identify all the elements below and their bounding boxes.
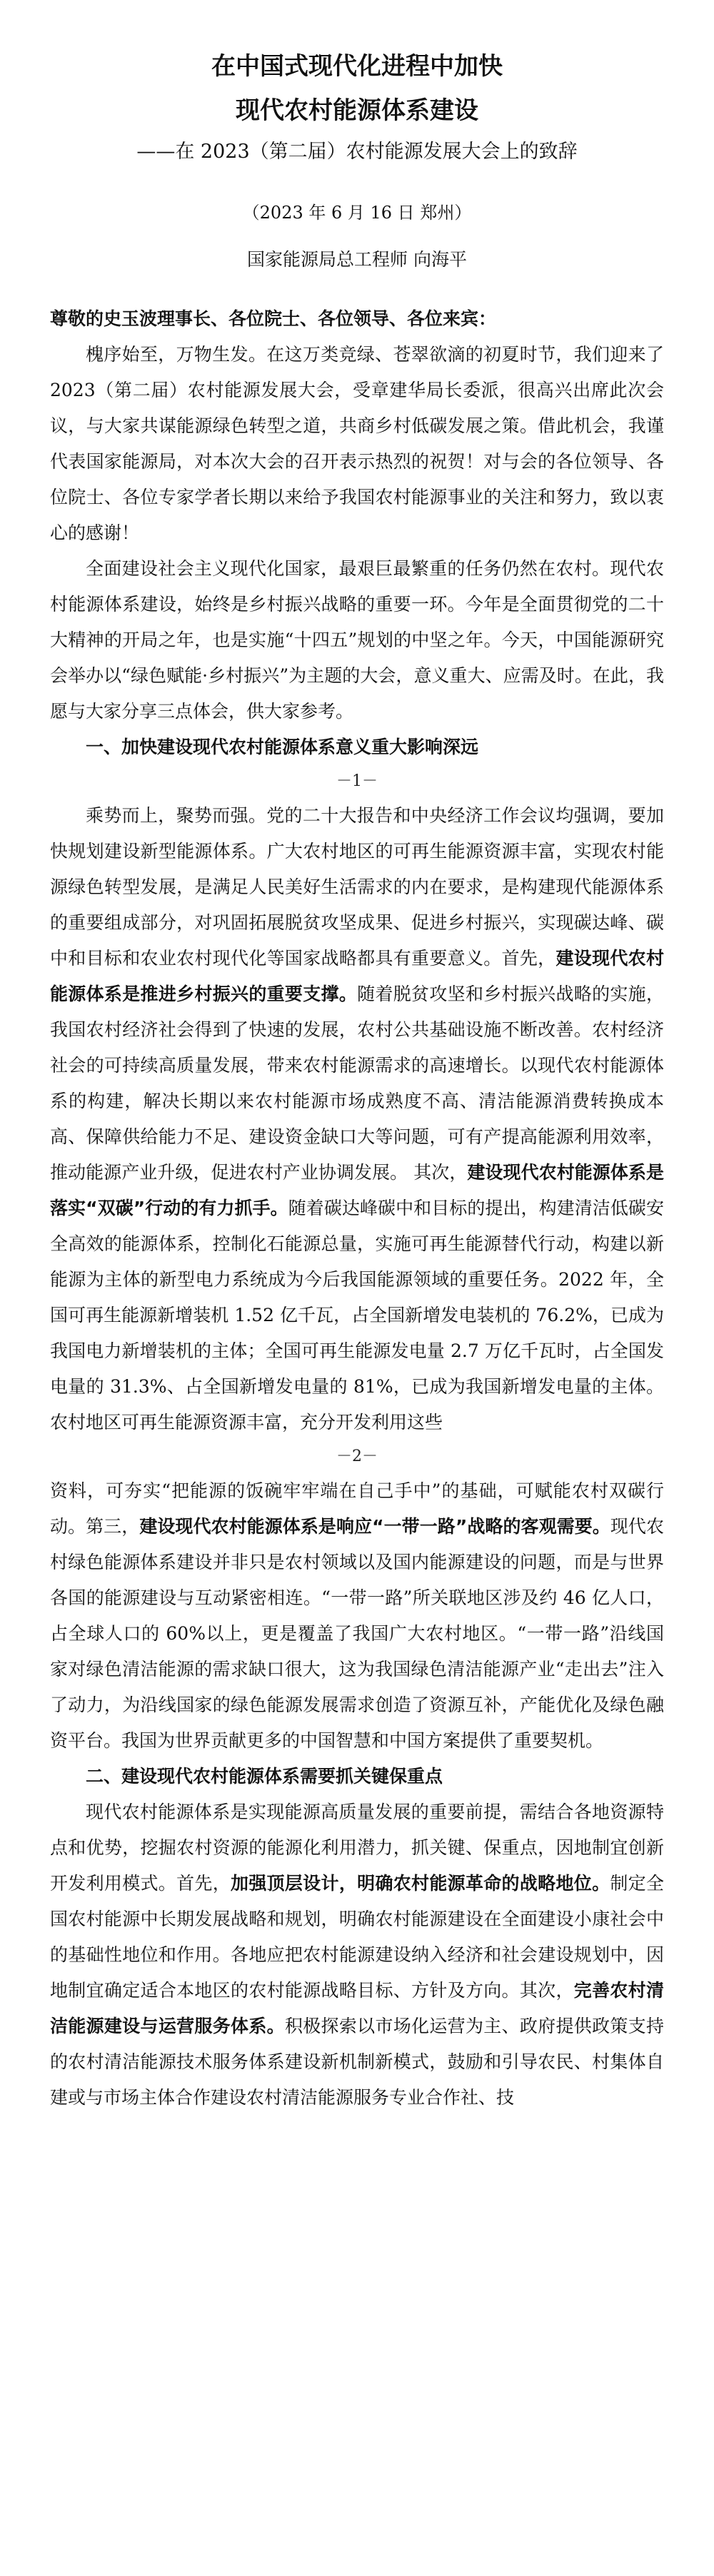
paragraph-3-text-a: 乘势而上，聚势而强。党的二十大报告和中央经济工作会议均强调，要加快规划建设新型能源体系。广大农村地区的可再生能源资源丰富，实现农村能源绿色转型发展，是满足人民美好生活需求的内在要求，是构建现代能源体系的重要组成部分，对巩固拓展脱贫攻坚成果、促进乡村振兴，实现碳达峰、碳中和目标和农业农村现代化等国家战略都具有重要意义。首先， — [50, 805, 664, 969]
paragraph-3-emphasis-1: 建设现代农村能源体系是推进乡村振兴的重要支撑。 — [50, 948, 664, 1004]
paragraph-4-text-c: 现代农村绿色能源体系建设并非只是农村领域以及国内能源建设的问题，而是与世界各国的能源建设与互动紧密相连。“一带一路”所关联地区涉及约 46 亿人口，占全球人口的 60%以上，更是覆盖了我国广大农村地区。“一带一路”沿线国家对绿色清洁能源的需求缺口很大，这为我国绿色清洁能源产业“走出去”注入了动力，为沿线国家的绿色能源发展需求创造了资源互补，产能优化及绿色融资平台。我国为世界贡献更多的中国智慧和中国方案提供了重要契机。 — [50, 1516, 664, 1751]
paragraph-3-text-e: 随着碳达峰碳中和目标的提出，构建清洁低碳安全高效的能源体系，控制化石能源总量，实施可再生能源替代行动，构建以新能源为主体的新型电力系统成为今后我国能源领域的重要任务。2022 年，全国可再生能源新增装机 1.52 亿千瓦，占全国新增发电装机的 76.2%，已成为我国电力新增装机的主体；全国可再生能源发电量 2.7 万亿千瓦时，占全国发电量的 31.3%、占全国新增发电量的 81%，已成为我国新增发电量的主体。农村地区可再生能源资源丰富，充分开发利用这些 — [50, 1198, 664, 1433]
paragraph-3-text-c: 随着脱贫攻坚和乡村振兴战略的实施，我国农村经济社会得到了快速的发展，农村公共基础设施不断改善。农村经济社会的可持续高质量发展，带来农村能源需求的高速增长。以现代农村能源体系的构建，解决长期以来农村能源市场成熟度不高、清洁能源消费转换成本高、保障供给能力不足、建设资金缺口大等问题，可有产提高能源利用效率，推动能源产业升级，促进农村产业协调发展。 其次， — [50, 984, 664, 1183]
page-number-1: －1－ — [336, 772, 378, 790]
paragraph-5-emphasis-2: 完善农村清洁能源建设与运营服务体系。 — [50, 1980, 664, 2036]
author-line: 国家能源局总工程师 向海平 — [247, 249, 467, 270]
paragraph-4 — [50, 1473, 664, 1759]
date-line: （2023 年 6 月 16 日 郑州） — [242, 203, 472, 223]
page-number-2: －2－ — [336, 1448, 378, 1465]
title-line-2: 现代农村能源体系建设 — [236, 96, 478, 125]
section-heading-2: 二、建设现代农村能源体系需要抓关键保重点 — [86, 1766, 443, 1787]
salutation: 尊敬的史玉波理事长、各位院士、各位领导、各位来宾： — [50, 308, 497, 329]
paragraph-5-emphasis-1: 加强顶层设计，明确农村能源革命的战略地位。 — [231, 1873, 610, 1894]
paragraph-5-text-e: 积极探索以市场化运营为主、政府提供政策支持的农村清洁能源技术服务体系建设新机制新模式，鼓励和引导农民、村集体自建或与市场主体合作建设农村清洁能源服务专业合作社、技 — [50, 2016, 664, 2108]
paragraph-4-text-a: 资料，可夯实“把能源的饭碗牢牢端在自己手中”的基础，可赋能农村双碳行动。第三， — [50, 1480, 664, 1537]
paragraph-5-text-c: 制定全国农村能源中长期发展战略和规划，明确农村能源建设在全面建设小康社会中的基础性地位和作用。各地应把农村能源建设纳入经济和社会建设规划中，因地制宜确定适合本地区的农村能源战略目标、方针及方向。其次， — [50, 1873, 664, 2001]
paragraph-1: 槐序始至，万物生发。在这万类竞绿、苍翠欲滴的初夏时节，我们迎来了 2023（第二届）农村能源发展大会，受章建华局长委派，很高兴出席此次会议，与大家共谋能源绿色转型之道，共商乡村低碳发展之策。借此机会，我谨代表国家能源局，对本次大会的召开表示热烈的祝贺！对与会的各位领导、各位院士、各位专家学者长期以来给予我国农村能源事业的关注和努力，致以衷心的感谢！ — [50, 344, 664, 543]
section-heading-1: 一、加快建设现代农村能源体系意义重大影响深远 — [86, 737, 479, 757]
paragraph-3-emphasis-2: 建设现代农村能源体系是落实“双碳”行动的有力抓手。 — [50, 1162, 664, 1218]
paragraph-3 — [50, 798, 664, 1440]
paragraph-5 — [50, 1794, 664, 2116]
paragraph-2: 全面建设社会主义现代化国家，最艰巨最繁重的任务仍然在农村。现代农村能源体系建设，始终是乡村振兴战略的重要一环。今年是全面贯彻党的二十大精神的开局之年，也是实施“十四五”规划的中坚之年。今天，中国能源研究会举办以“绿色赋能·乡村振兴”为主题的大会，意义重大、应需及时。在此，我愿与大家分享三点体会，供大家参考。 — [50, 558, 664, 722]
paragraph-4-emphasis: 建设现代农村能源体系是响应“一带一路”战略的客观需要。 — [139, 1516, 610, 1537]
subtitle: ——在 2023（第二届）农村能源发展大会上的致辞 — [136, 141, 578, 163]
title-line-1: 在中国式现代化进程中加快 — [211, 52, 503, 81]
paragraph-5-text-a: 现代农村能源体系是实现能源高质量发展的重要前提，需结合各地资源特点和优势，挖掘农村资源的能源化利用潜力，抓关键、保重点，因地制宜创新开发利用模式。首先， — [50, 1802, 664, 1894]
